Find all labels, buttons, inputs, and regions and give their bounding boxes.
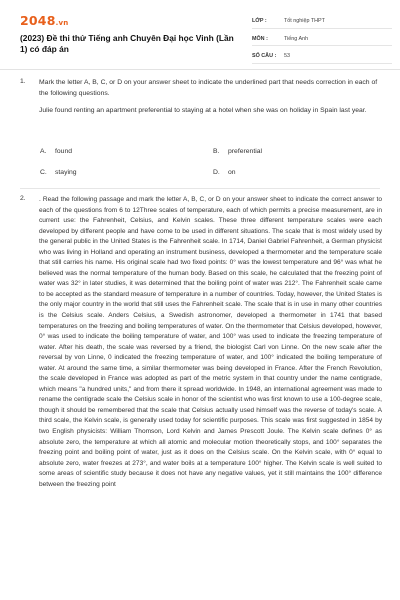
option-d[interactable] [213,169,236,176]
question-2 [20,195,382,490]
option-a[interactable] [40,148,72,155]
option-text: staying [55,169,77,176]
option-b[interactable] [213,148,262,155]
site-logo[interactable] [20,13,68,28]
option-letter: D. [213,169,220,176]
page-title: (2023) Đề thi thử Tiếng anh Chuyên Đại học Vinh (Lần 1) có đáp án [20,33,234,54]
meta-label-lop: LỚP : [252,18,267,24]
meta-label-mon: MÔN : [252,35,268,42]
option-text: preferential [228,148,263,155]
meta-row-socau [252,51,392,64]
question-1 [20,78,380,124]
header-divider [0,69,400,70]
meta-label-socau: SỐ CÂU : [252,53,277,59]
question-number: 2. [20,195,26,202]
question-instruction: Mark the letter A, B, C, or D on your answer sheet to indicate the underlined part that needs correction in each of the following questions. [39,79,378,97]
question-number: 1. [20,78,26,85]
meta-row-mon [252,34,392,47]
option-text: on [228,169,236,176]
option-letter: A. [40,148,47,155]
logo-main-text: 2048 [20,13,56,28]
meta-value-lop: Tốt nghiệp THPT [284,18,325,24]
option-letter: B. [213,148,220,155]
option-text: found [55,148,73,155]
meta-value-socau: 53 [284,53,290,59]
logo-suffix-text: .vn [55,19,69,27]
meta-row-lop [252,16,392,29]
question-divider [20,188,380,189]
meta-value-mon: Tiếng Anh [284,35,309,42]
option-c[interactable] [40,169,77,176]
question-passage: . Read the following passage and mark the letter A, B, C, or D on your answer sheet to indicate the correct answer to each of the questions from 6 to 12Three scales of temperature, each of which permits a precise measurement, are in current use: the Fahrenheit, Celsius, and Kelvin scales. These three different temperature scales were each developed by different people and have come to be used in different situations. The scale that is most widely used by the general public in the United States is the Fahrenheit scale. In 1714, Daniel Gabriel Fahrenheit, a German physicist who was living in Holland and operating an instrument business, developed a thermometer and the temperature scale that still carries his name. His original scale had two fixed points: 0° was the lowest temperature and 96° was what he believed was the normal temperature of the human body. Based on this scale, he calculated that the freezing point of water was 32° in later studies, it was determined that the boiling point of water was 212°. The Fahrenheit scale came to be accepted as the standard measure of temperature in a number of countries. Today, however, the United States is the only major country in the world that still uses the Fahrenheit scale. The scale that is in use in many other countries is the Celsius scale. Anders Celsius, a Swedish astronomer, developed a thermometer in 1741 that based temperatures on the freezing and boiling temperatures of water. On the thermometer that Celsius developed, however, 0° was used to indicate the boiling temperature of water, and 100° was used to indicate the freezing temperature of water. After his death, the scale was reversed by a friend, the biologist Carl von Linne. On the new scale after the reversal by von Linne, 0 indicated the freezing temperature of water, and 100° indicated the boiling temperature of water. At around the same time, a similar thermometer was being developed in France. After the French Revolution, the scale developed in France was adopted as part of the metric system in that country under the name centigrade, which means "a hundred units," and from there it spread worldwide. In 1948, an international agreement was made to rename the centigrade scale the Celsius scale in honor of the scientist who was first known to use a 100-degree scale, though it should be remembered that the scale that Celsius actually used himself was the reverse of today's scale. A third scale, the Kelvin scale, is generally used today for scientific purposes. This scale was first suggested in 1854 by two English physicists: William Thomson, Lord Kelvin and James Prescott Joule. The Kelvin scale defines 0° as absolute zero, the temperature at which all atomic and molecular motion theoretically stops, and 100° separates the freezing point and boiling point of water, just as it does on the Celsius scale. On the Kelvin scale, with 0° equal to absolute zero, water freezes at 273°, and water boils at a temperature 100° higher. The Kelvin scale is well suited to some areas of scientific study because it does not have any negative values, yet it still maintains the 100° difference between the freezing point [39,196,382,488]
question-sentence: Julie found renting an apartment preferential to staying at a hotel when she was on holiday in Spain last year. [39,107,367,115]
question-body [39,78,380,117]
exam-meta-panel [252,16,392,64]
page-header [0,0,400,66]
option-letter: C. [40,169,47,176]
